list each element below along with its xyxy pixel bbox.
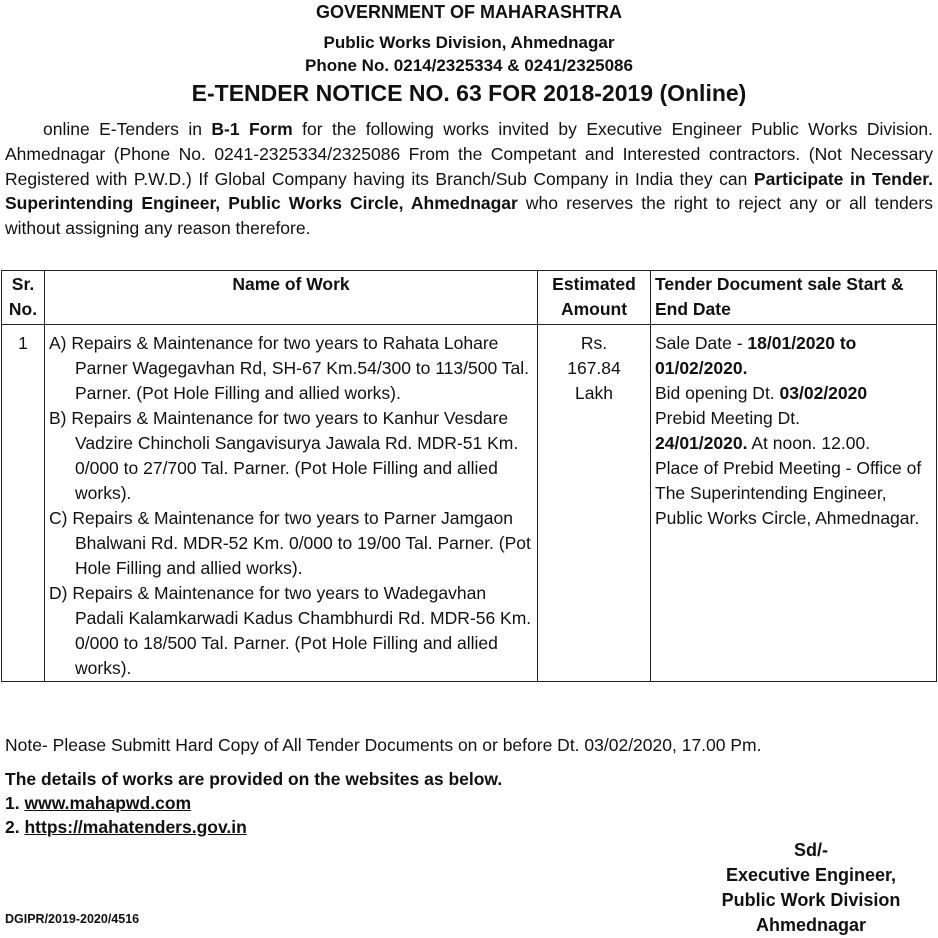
- phone-heading: Phone No. 0214/2325334 & 0241/2325086: [305, 56, 633, 75]
- bid-opening: [655, 381, 932, 406]
- details-block: [5, 767, 502, 839]
- website-item-2: [5, 815, 502, 839]
- amount-unit: Lakh: [575, 383, 613, 403]
- prebid-meeting: [655, 431, 932, 456]
- prebid-time: At noon. 12.00.: [747, 433, 871, 453]
- sale-date: [655, 331, 932, 381]
- work-item-a: A) Repairs & Maintenance for two years to Rahata Lohare Parner Wagegavhan Rd, SH-67 Km.54/300 to 113/500 Tal. Parner. (Pot Hole Filling and allied works).: [49, 333, 529, 403]
- notice-title: E-TENDER NOTICE NO. 63 FOR 2018-2019 (Online): [191, 80, 747, 106]
- row-amount: [538, 325, 651, 682]
- header-sr-no: Sr. No.: [2, 271, 45, 325]
- submission-note: Note- Please Submitt Hard Copy of All Tender Documents on or before Dt. 03/02/2020, 17.00 Pm.: [5, 735, 762, 755]
- header-tender-dates: Tender Document sale Start & End Date: [651, 271, 937, 325]
- website-number-1: 1.: [5, 793, 25, 813]
- tender-table: [1, 270, 937, 682]
- work-item-b: B) Repairs & Maintenance for two years to Kanhur Vesdare Vadzire Chincholi Sangavisurya Jawala Rd. MDR-51 Km. 0/000 to 27/700 Tal. Parner. (Pot Hole Filling and allied works).: [49, 408, 519, 503]
- intro-bold-form: B-1 Form: [211, 119, 293, 139]
- table-header-row: [2, 271, 937, 325]
- sale-date-label: Sale Date -: [655, 333, 748, 353]
- bid-opening-date: 03/02/2020: [779, 383, 868, 403]
- work-item-d: D) Repairs & Maintenance for two years to Wadegavhan Padali Kalamkarwadi Kadus Chambhurdi Rd. MDR-56 Km. 0/000 to 18/500 Tal. Parner. (Pot Hole Filling and allied works).: [49, 583, 532, 678]
- intro-text-2: for the following works invited by Executive Engineer Public Works Division. Ahmednagar (Phone No. 0241-2325334/2325086 From the Competant and Interested contractors. (Not Necessary Registered with P.W.D.) If Global Company having its Branch/Sub Company in India they can: [5, 119, 933, 189]
- intro-bold-authority: Participate in Tender. Superintending Engineer, Public Works Circle, Ahmednagar: [5, 168, 933, 214]
- prebid-label: Prebid Meeting Dt.: [655, 408, 800, 428]
- division-heading: Public Works Division, Ahmednagar: [323, 33, 615, 52]
- header-name-of-work: Name of Work: [45, 271, 538, 325]
- row-sr-no: 1: [2, 325, 45, 682]
- signature-block: [700, 838, 922, 938]
- government-heading: GOVERNMENT OF MAHARASHTRA: [316, 2, 622, 22]
- prebid-place: Place of Prebid Meeting - Office of The Superintending Engineer, Public Works Circle, Ahmednagar.: [655, 458, 922, 528]
- website-link-mahatenders[interactable]: https://mahatenders.gov.in: [24, 817, 247, 837]
- amount-value: 167.84: [567, 358, 621, 378]
- row-dates: [651, 325, 937, 682]
- intro-text-3: who reserves the right to reject any or all tenders without assigning any reason therefore.: [5, 193, 933, 239]
- bid-opening-label: Bid opening Dt.: [655, 383, 780, 403]
- row-works: [45, 325, 538, 682]
- signature-place: Ahmednagar: [755, 915, 867, 935]
- table-row: [2, 325, 937, 682]
- signature-designation: Executive Engineer,: [725, 865, 897, 885]
- work-item-c: C) Repairs & Maintenance for two years to Parner Jamgaon Bhalwani Rd. MDR-52 Km. 0/000 to 19/00 Tal. Parner. (Pot Hole Filling and allied works).: [49, 508, 531, 578]
- website-link-mahapwd[interactable]: www.mahapwd.com: [24, 793, 192, 813]
- amount-prefix: Rs.: [580, 333, 608, 353]
- website-item-1: [5, 791, 502, 815]
- website-number-2: 2.: [5, 817, 25, 837]
- signature-sd: Sd/-: [794, 840, 828, 860]
- signature-division: Public Work Division: [721, 890, 901, 910]
- sale-date-value: 18/01/2020 to 01/02/2020.: [655, 333, 857, 378]
- dgipr-code: DGIPR/2019-2020/4516: [5, 912, 140, 926]
- prebid-date: 24/01/2020.: [655, 433, 748, 453]
- intro-text-1: online E-Tenders in: [43, 119, 212, 139]
- header-estimated-amount: Estimated Amount: [538, 271, 651, 325]
- intro-paragraph: [5, 117, 933, 241]
- details-heading: The details of works are provided on the websites as below.: [5, 769, 503, 789]
